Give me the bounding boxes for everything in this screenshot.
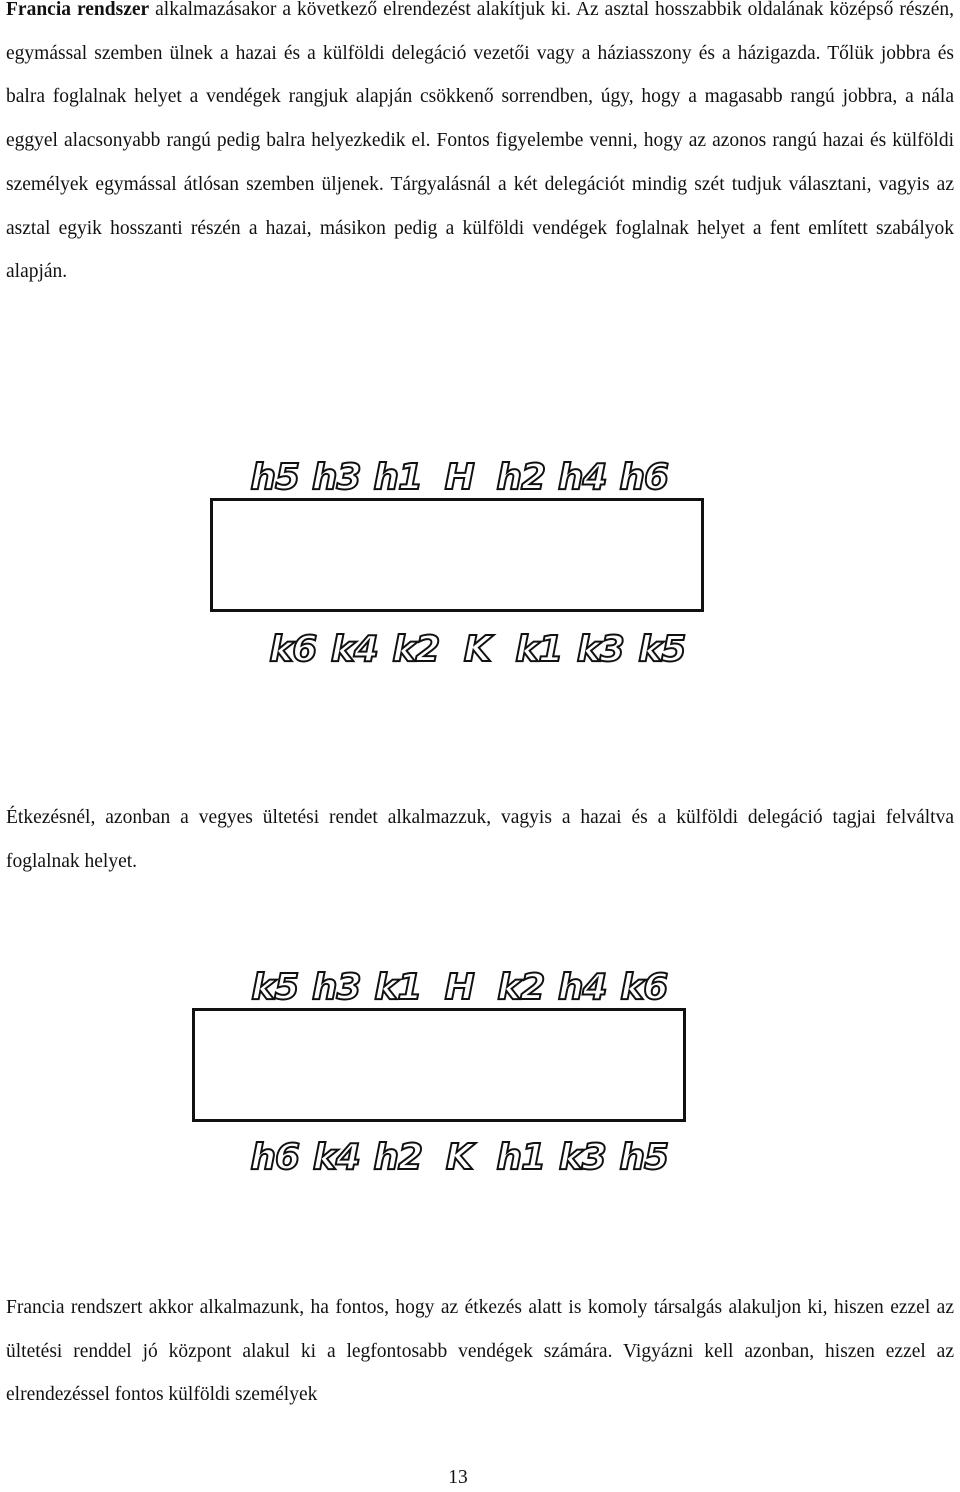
seat-label: k4: [312, 1137, 360, 1178]
seat-label: k6: [269, 629, 317, 670]
seat-label: h4: [557, 967, 607, 1008]
seat-label: H: [444, 457, 474, 498]
seat-label: k5: [251, 967, 299, 1008]
seat-label: h3: [311, 457, 361, 498]
paragraph-french-system-intro: [6, 0, 954, 294]
diagram2-bottom-seats: [244, 1138, 675, 1178]
diagram1-bottom-seats: [262, 630, 693, 670]
diagram2-top-seats: [244, 968, 675, 1008]
paragraph-text: Étkezésnél, azonban a vegyes ültetési rendet alkalmazzuk, vagyis a hazai és a külföldi delegáció tagjai felváltva foglalnak helyet.: [6, 807, 954, 872]
paragraph-text: Francia rendszert akkor alkalmazunk, ha fontos, hogy az étkezés alatt is komoly társalgás alakuljon ki, hiszen ezzel az ültetési renddel jó központ alakul ki a legfontosabb vendégek számára. Vigyázni kell azonban, hiszen ezzel az elrendezéssel fontos külföldi személyek: [6, 1297, 954, 1406]
seat-label: h5: [619, 1137, 669, 1178]
seat-label: h6: [619, 457, 669, 498]
bold-lead-term: Francia rendszer: [6, 0, 150, 20]
seat-label: k1: [515, 629, 563, 670]
diagram1-table-rectangle: [210, 498, 704, 612]
seat-label: h2: [373, 1137, 423, 1178]
seat-label: K: [445, 1137, 473, 1178]
page-number: 13: [448, 1467, 468, 1488]
seat-label: h1: [496, 1137, 546, 1178]
seat-label: k2: [497, 967, 545, 1008]
paragraph-text: alkalmazásakor a következő elrendezést alakítjuk ki. Az asztal hosszabbik oldalának középső részén, egymással szemben ülnek a hazai és a külföldi delegáció vezetői vagy a háziasszony és a házigazda. Tőlük jobbra és balra foglalnak helyet a vendégek rangjuk alapján csökkenő sorrendben, úgy, hogy a magasabb rangú jobbra, a nála eggyel alacsonyabb rangú pedig balra helyezkedik el. Fontos figyelembe venni, hogy az azonos rangú hazai és külföldi személyek egymással átlósan szemben üljenek. Tárgyalásnál a két delegációt mindig szét tudjuk választani, vagyis az asztal egyik hosszanti részén a hazai, másikon pedig a külföldi vendégek foglalnak helyet a fent említett szabályok alapján.: [6, 0, 954, 283]
seat-label: k1: [374, 967, 422, 1008]
seat-label: k5: [638, 629, 686, 670]
seat-label: h3: [311, 967, 361, 1008]
seat-label: k4: [330, 629, 378, 670]
seat-label: h1: [373, 457, 423, 498]
seat-label: H: [444, 967, 474, 1008]
diagram2-table-rectangle: [192, 1008, 686, 1122]
diagram1-top-seats: [244, 458, 675, 498]
seat-label: k6: [620, 967, 668, 1008]
seat-label: k3: [558, 1137, 606, 1178]
paragraph-french-system-usage: [6, 1286, 954, 1417]
seat-label: h4: [557, 457, 607, 498]
seat-label: K: [463, 629, 491, 670]
seat-label: h5: [250, 457, 300, 498]
seat-label: h6: [250, 1137, 300, 1178]
seat-label: k2: [392, 629, 440, 670]
paragraph-dining-seating: [6, 796, 954, 883]
seat-label: k3: [576, 629, 624, 670]
seat-label: h2: [496, 457, 546, 498]
